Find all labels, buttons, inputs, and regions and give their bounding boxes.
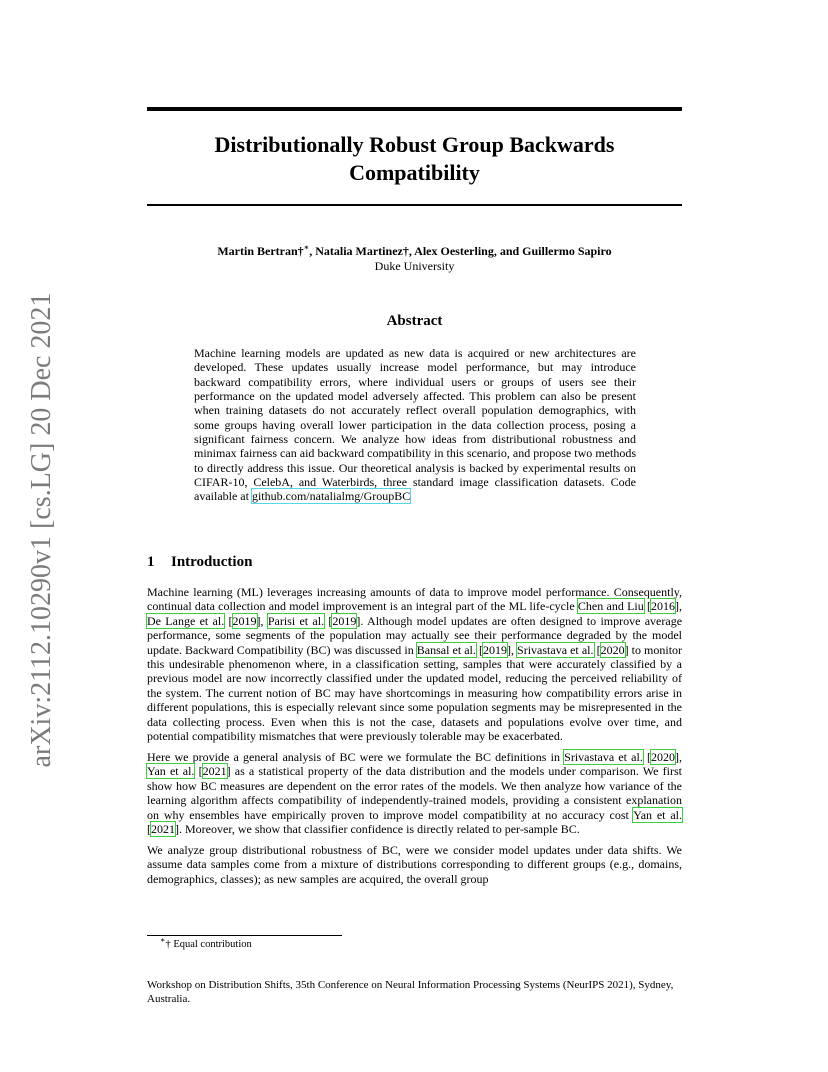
citation-link[interactable]: Bansal et al. — [416, 642, 476, 657]
abstract-heading: Abstract — [386, 313, 443, 329]
introduction-body — [147, 585, 682, 893]
text: [ — [593, 642, 601, 657]
text: ], — [506, 642, 518, 657]
code-link[interactable]: github.com/natalialmg/GroupBC — [251, 489, 411, 504]
title-line-2: Compatibility — [349, 160, 480, 185]
paragraph-3: We analyze group distributional robustness of BC, were we consider model updates under data shifts. We assume data samples come from a mixture of distributions corresponding to different groups (e.g., domains, demographics, classes); as new samples are acquired, the overall group — [147, 842, 682, 886]
text: [ — [147, 822, 151, 836]
citation-link[interactable]: 2021 — [202, 764, 227, 779]
paragraph-2 — [147, 750, 682, 836]
paper-title — [147, 131, 682, 187]
footnote-marker: ∗ — [160, 935, 166, 945]
text: [ — [224, 613, 233, 628]
paragraph-1 — [147, 585, 682, 743]
text: [ — [643, 599, 651, 614]
citation-link[interactable]: 2016 — [651, 599, 675, 614]
citation-link[interactable]: 2020 — [651, 749, 675, 764]
citation-link[interactable]: Srivastava et al. — [517, 642, 594, 657]
section-title: Introduction — [171, 554, 253, 570]
title-line-1: Distributionally Robust Group Backwards — [214, 132, 615, 157]
authors-part-2: , Natalia Martinez†, Alex Oesterling, and Guillermo Sapiro — [309, 244, 612, 258]
abstract-text: Machine learning models are updated as new data is acquired or new architectures are developed. These updates usually increase model performance, but may introduce backward compatibility errors, where individual users or groups of users see their performance on the updated model adversely affected. This problem can also be present when training datasets do not accurately reflect overall population demographics, with some groups having overall lower participation in the data collection process, posing a significant fairness concern. We analyze how ideas from distributional robustness and minimax fairness can aid backward compatibility in this scenario, and propose two methods to directly address this issue. Our theoretical analysis is backed by experimental results on CIFAR-10, CelebA, and Waterbirds, three standard image classification datasets. Code available at — [194, 346, 636, 504]
text: ] as a statistical property of the data distribution and the models under comparison. We first show how BC measures are dependent on the error rates of the models. We then analyze how variance of the learning algorithm affects compatibility of independently-trained models, providing a consistent explanation on why ensembles have empirically proven to improve model compatibility at no accuracy cost — [147, 764, 682, 822]
citation-link[interactable]: 2019 — [332, 613, 357, 628]
footnote-rule — [147, 935, 342, 936]
section-number: 1 — [147, 554, 155, 570]
footnote — [160, 935, 252, 951]
affiliation: Duke University — [374, 259, 455, 273]
section-heading — [147, 552, 682, 572]
text: ]. Moreover, we show that classifier confidence is directly related to per-sample BC. — [175, 822, 580, 836]
text: Here we provide a general analysis of BC were we formulate the BC definitions in — [147, 749, 565, 764]
text: ], — [675, 599, 682, 614]
authors-footnote-mark: ∗ — [303, 243, 310, 252]
citation-link[interactable]: 2021 — [151, 822, 175, 836]
citation-link[interactable]: Yan et al. — [633, 807, 682, 822]
text: [ — [475, 642, 483, 657]
citation-link[interactable]: 2019 — [482, 642, 507, 657]
text: ], — [256, 613, 268, 628]
text: Machine learning (ML) leverages increasing amounts of data to improve model performance. Consequently, continual data collection and model improvement is an integral part of the ML life-cycle — [147, 585, 682, 614]
title-bottom-rule — [147, 204, 682, 206]
authors-part-1: Martin Bertran† — [217, 244, 304, 258]
arxiv-identifier: arXiv:2112.10290v1 [cs.LG] 20 Dec 2021 — [26, 292, 57, 768]
text: [ — [324, 613, 333, 628]
author-list — [147, 244, 682, 259]
title-top-rule — [147, 107, 682, 111]
abstract-body — [194, 346, 636, 504]
footnote-text: † Equal contribution — [165, 939, 252, 950]
text: ] to monitor this undesirable phenomenon where, in a classification setting, samples that were accurately classified by a previous model are now incorrectly classified under the updated model, reducing the perceived reliability of the system. The current notion of BC may have shortcomings in measuring how compatibility errors arise in different populations, this is especially relevant since some population segments may be misrepresented in the data collecting process. Even when this is not the case, datasets and populations evolve over time, and potential compatibility mismatches that were previously tolerable may be exacerbated. — [147, 642, 683, 744]
citation-link[interactable]: Chen and Liu — [577, 599, 644, 614]
text: [ — [194, 764, 203, 779]
citation-link[interactable]: 2019 — [232, 613, 257, 628]
venue-footer: Workshop on Distribution Shifts, 35th Conference on Neural Information Processing Systems (NeurIPS 2021), Sydney, Australia. — [147, 979, 674, 1005]
citation-link[interactable]: Parisi et al. — [267, 613, 325, 628]
citation-link[interactable]: Yan et al. — [147, 764, 195, 779]
citation-link[interactable]: Srivastava et al. — [564, 749, 643, 764]
text: ]. Although model updates are often designed to improve average performance, some segments of the population may actually see their performance degraded by the model update. Backward Compatibility (BC) was discussed in — [147, 613, 683, 657]
text: [ — [642, 749, 651, 764]
citation-link[interactable]: 2020 — [600, 642, 625, 657]
citation-link[interactable]: De Lange et al. — [147, 613, 225, 628]
text: ], — [675, 749, 682, 764]
